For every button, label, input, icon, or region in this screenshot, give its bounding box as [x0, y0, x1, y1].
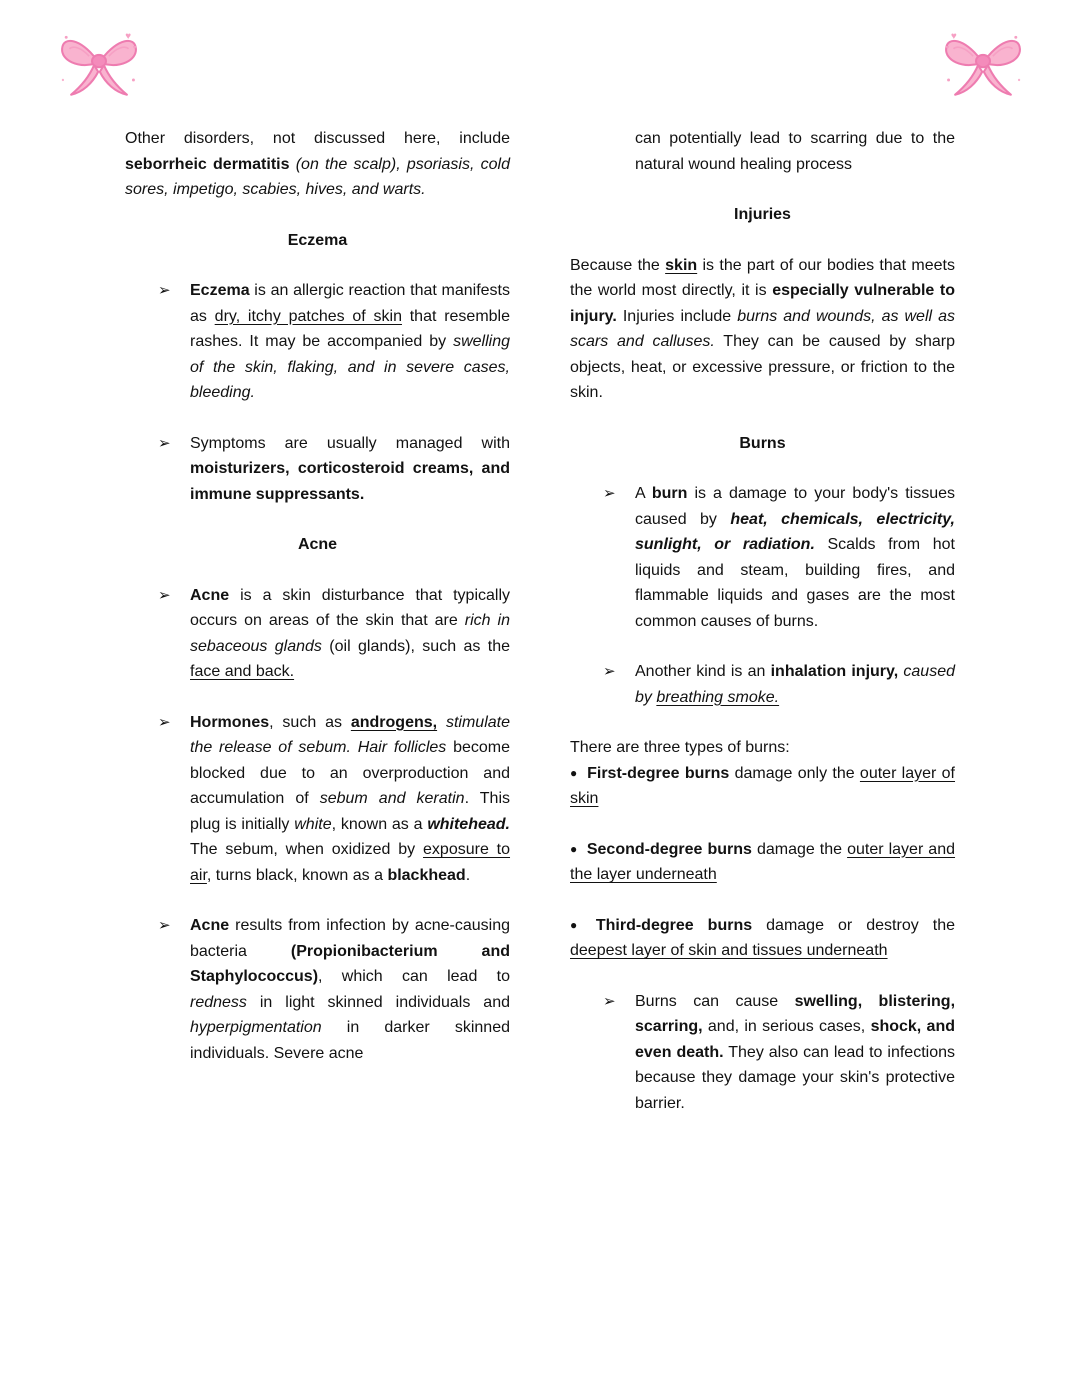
text-segment: is the part of our bodies that meets the world most directly, it is: [570, 256, 955, 299]
text-segment: (oil glands), such as the: [321, 637, 511, 655]
text-segment: is an allergic reaction that manifests as: [190, 282, 510, 325]
text-segment: moisturizers, corticosteroid creams, and immune suppressants.: [190, 460, 510, 503]
text-segment: They also can lead to infections because they damage your skin's protective barrier.: [635, 1043, 955, 1112]
arrow-bullet-marker: ➢: [603, 663, 616, 680]
section-heading: Burns: [739, 434, 786, 452]
bullet-text: [190, 282, 510, 401]
text-segment: The sebum, when oxidized by: [190, 841, 424, 858]
text-segment: (on the scalp), psoriasis, cold sores, impetigo, scabies, hives, and warts.: [125, 155, 510, 198]
text-segment: redness: [190, 993, 247, 1011]
text-segment: burn: [651, 485, 688, 502]
text-segment: in darker skinned individuals. Severe acne: [190, 1019, 510, 1062]
text-segment: whitehead.: [427, 815, 510, 833]
arrow-bullet-marker: ➢: [158, 434, 171, 452]
text-segment: deepest layer of skin and tissues underneath: [570, 942, 888, 959]
document-body: [125, 126, 955, 1141]
arrow-bullet-marker: ➢: [158, 917, 171, 934]
dot-bullet-marker: ●: [570, 765, 579, 780]
text-segment: inhalation injury,: [770, 663, 899, 680]
text-segment: that resemble rashes. It may be accompanied by: [190, 307, 510, 350]
bullet-item: [570, 989, 955, 1117]
text-segment: outer layer of skin: [570, 764, 956, 807]
bullet-item: [570, 659, 955, 710]
text-segment: caused by: [635, 663, 955, 706]
svg-text:♥: ♥: [950, 30, 957, 42]
text-segment: results from infection by acne-causing bacteria: [190, 917, 510, 960]
text-segment: Scalds from hot liquids and steam, building fires, and flammable liquids and gases are the most common causes of burns.: [635, 536, 955, 630]
bullet-text: [635, 663, 955, 706]
text-segment: skin: [665, 256, 698, 274]
text-segment: damage only the: [729, 764, 860, 782]
text-segment: First-degree burns: [587, 764, 730, 782]
text-segment: swelling, blistering, scarring,: [635, 992, 956, 1035]
text-segment: hyperpigmentation: [190, 1019, 322, 1036]
dot-bullet-marker: ●: [570, 841, 578, 856]
dot-bullet-marker: ●: [570, 917, 587, 932]
text-segment: exposure to air: [190, 841, 511, 884]
text-segment: heat, chemicals, electricity, sunlight, or radiation.: [635, 510, 955, 553]
text-segment: Acne: [190, 917, 230, 934]
text-segment: outer layer and the layer underneath: [570, 840, 956, 883]
text-segment: swelling of the skin, flaking, and in severe cases, bleeding.: [190, 333, 510, 401]
text-segment: Acne: [190, 586, 230, 604]
pink-bow-icon: [942, 28, 1024, 104]
text-segment: . This plug is initially: [190, 790, 510, 833]
text-segment: is a skin disturbance that typically occurs on areas of the skin that are: [190, 586, 510, 629]
text-segment: , such as: [269, 713, 351, 731]
bullet-text: [190, 917, 510, 1062]
text-segment: become blocked due to an overproduction and accumulation of: [190, 739, 510, 807]
paragraph: [570, 126, 955, 177]
bullet-item: [125, 913, 510, 1066]
left-column: [125, 126, 510, 1141]
arrow-bullet-marker: ➢: [603, 485, 616, 502]
text-segment: damage the: [751, 840, 848, 858]
right-column: [570, 126, 955, 1141]
bullet-item: [570, 481, 955, 634]
bullet-item: [125, 431, 510, 508]
paragraph: [570, 735, 955, 761]
text-segment: A: [635, 485, 652, 502]
text-segment: breathing smoke.: [656, 688, 780, 706]
paragraph: [125, 126, 510, 203]
bullet-text: [635, 485, 955, 630]
dot-bullet-item: [570, 837, 955, 888]
text-segment: Another kind is an: [635, 663, 771, 680]
text-segment: They can be caused by sharp objects, heat, or excessive pressure, or friction to the skin.: [570, 333, 955, 401]
text-segment: [437, 714, 446, 731]
dot-bullet-item: [570, 761, 955, 812]
arrow-bullet-marker: ➢: [158, 713, 171, 731]
bullet-item: [125, 278, 510, 406]
text-segment: blackhead: [387, 866, 466, 884]
text-segment: Second-degree burns: [586, 840, 752, 858]
text-segment: damage or destroy the: [752, 916, 955, 934]
svg-text:♥: ♥: [125, 30, 132, 42]
text-segment: can potentially lead to scarring due to the natural wound healing process: [635, 130, 955, 173]
arrow-bullet-marker: ➢: [158, 282, 171, 299]
arrow-bullet-marker: ➢: [158, 586, 171, 604]
text-segment: shock, and even death.: [635, 1018, 956, 1061]
text-segment: Symptoms are usually managed with: [190, 434, 510, 452]
text-segment: in light skinned individuals and: [246, 993, 510, 1011]
text-segment: androgens,: [350, 713, 438, 731]
text-segment: especially vulnerable to injury.: [570, 282, 955, 325]
bullet-text: [190, 587, 510, 681]
text-segment: Burns can cause: [635, 992, 795, 1010]
text-segment: , which can lead to: [318, 968, 510, 985]
bullet-text: [190, 435, 510, 503]
text-segment: There are three types of burns:: [570, 739, 790, 756]
text-segment: stimulate the release of sebum. Hair follicles: [190, 713, 510, 756]
pink-bow-icon: [58, 28, 140, 104]
text-segment: is a damage to your body's tissues caused by: [635, 485, 956, 528]
bullet-item: [125, 710, 510, 889]
text-segment: burns and wounds, as well as scars and calluses.: [570, 307, 955, 350]
text-segment: and, in serious cases,: [702, 1018, 871, 1035]
dot-bullet-item: [570, 913, 955, 964]
arrow-bullet-marker: ➢: [603, 992, 616, 1010]
section-heading: Acne: [297, 536, 338, 553]
text-segment: rich in sebaceous glands: [190, 612, 510, 655]
text-segment: Other disorders, not discussed here, include: [125, 130, 510, 147]
text-segment: , turns black, known as a: [206, 866, 388, 884]
section-heading: Injuries: [734, 206, 791, 223]
text-segment: .: [465, 866, 471, 884]
bullet-text: [190, 714, 510, 884]
text-segment: sebum and keratin: [319, 790, 465, 807]
text-segment: Because the: [570, 256, 666, 274]
text-segment: dry, itchy patches of skin: [214, 307, 402, 325]
text-segment: white: [294, 815, 332, 833]
text-segment: , known as a: [331, 815, 428, 833]
svg-text:♥: ♥: [132, 44, 137, 52]
text-segment: Eczema: [190, 282, 250, 299]
bullet-item: [125, 583, 510, 685]
text-segment: face and back.: [190, 663, 295, 680]
text-segment: Hormones: [190, 713, 270, 731]
section-heading: Eczema: [287, 231, 348, 249]
bullet-text: [635, 993, 955, 1112]
svg-text:♥: ♥: [945, 44, 950, 52]
paragraph: [570, 253, 955, 406]
text-segment: Injuries include: [616, 307, 738, 325]
text-segment: (Propionibacterium and Staphylococcus): [190, 942, 510, 985]
text-segment: seborrheic dermatitis: [125, 155, 290, 173]
text-segment: Third-degree burns: [595, 916, 753, 934]
